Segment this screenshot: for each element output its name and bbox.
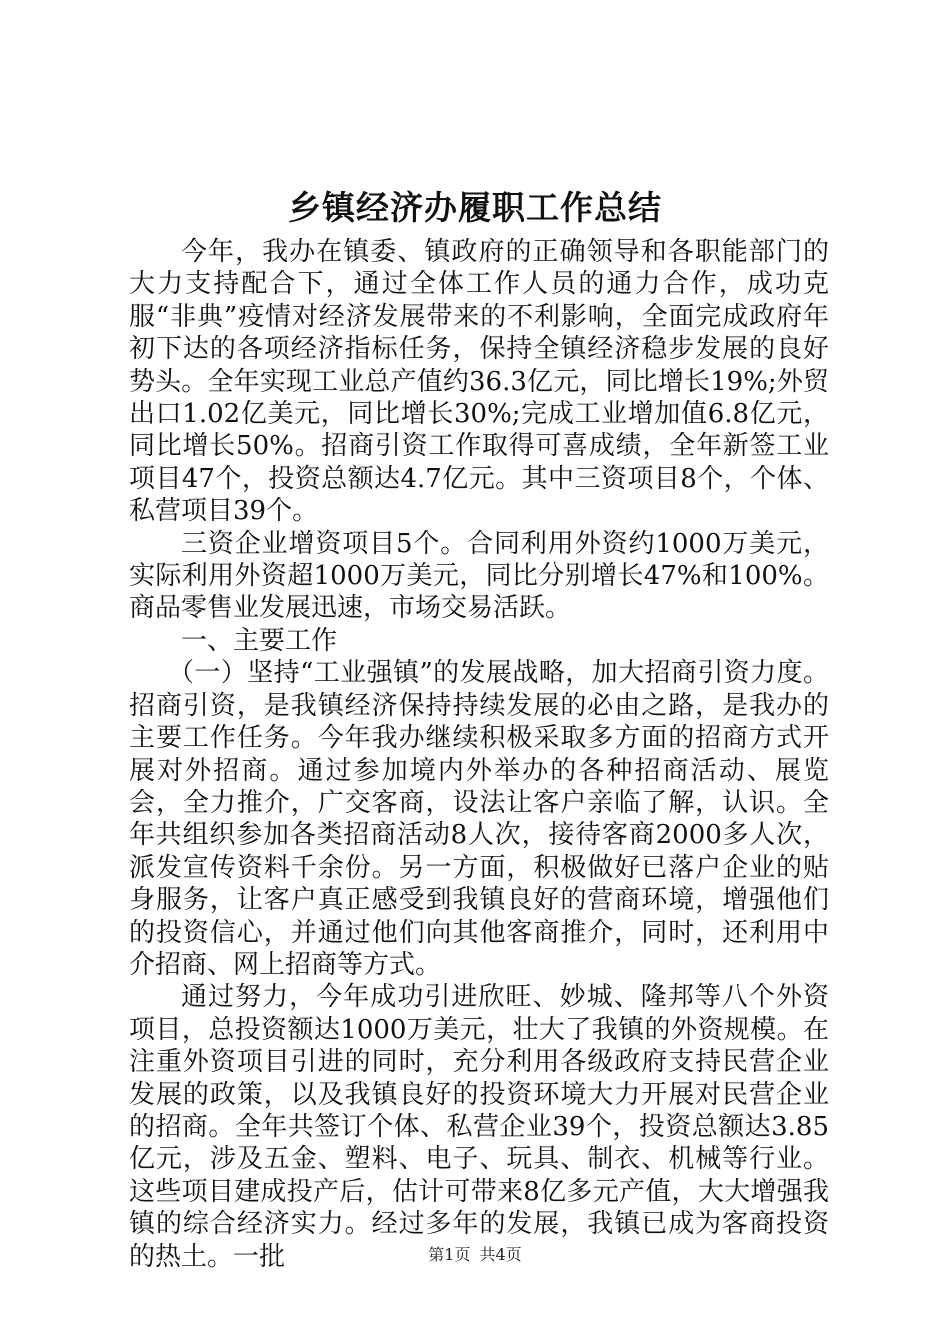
paragraph-industry-strategy: （一）坚持“工业强镇”的发展战略，加大招商引资力度。招商引资，是我镇经济保持持续发展的必由之路，是我办的主要工作任务。今年我办继续积极采取多方面的招商方式开展对外招商。通过参加境内外举办的各种招商活动、展览会，全力推介，广交客商，设法让客户亲临了解，认识。全年共组织参加各类招商活动8人次，接待客商2000多人次，派发宣传资料千余份。另一方面，积极做好已落户企业的贴身服务，让客户真正感受到我镇良好的营商环境，增强他们的投资信心，并通过他们向其他客商推介，同时，还利用中介招商、网上招商等方式。: [129, 658, 829, 980]
paragraph-results: 通过努力，今年成功引进欣旺、妙城、隆邦等八个外资项目，总投资额达1000万美元，壮大了我镇的外资规模。在注重外资项目引进的同时，充分利用各级政府支持民营企业发展的政策，以及我镇良好的投资环境大力开展对民营企业的招商。全年共签订个体、私营企业39个，投资总额达3.85亿元，涉及五金、塑料、电子、玩具、制衣、机械等行业。这些项目建成投产后，估计可带来8亿多元产值，大大增强我镇的综合经济实力。经过多年的发展，我镇已成为客商投资的热土。一批: [129, 982, 829, 1272]
document-body: [129, 236, 829, 1273]
paragraph-investment: 三资企业增资项目5个。合同利用外资约1000万美元，实际利用外资超1000万美元，同比分别增长47%和100%。商品零售业发展迅速，市场交易活跃。: [129, 528, 829, 624]
document-title: 乡镇经济办履职工作总结: [288, 188, 662, 227]
page-footer: [0, 1244, 950, 1266]
page-number-current: 第1页: [428, 1245, 471, 1264]
page-number-total: 共4页: [479, 1245, 522, 1264]
paragraph-intro: 今年，我办在镇委、镇政府的正确领导和各职能部门的大力支持配合下，通过全体工作人员的通力合作，成功克服“非典”疫情对经济发展带来的不利影响，全面完成政府年初下达的各项经济指标任务，保持全镇经济稳步发展的良好势头。全年实现工业总产值约36.3亿元，同比增长19%;外贸出口1.02亿美元，同比增长30%;完成工业增加值6.8亿元，同比增长50%。招商引资工作取得可喜成绩，全年新签工业项目47个，投资总额达4.7亿元。其中三资项目8个，个体、私营项目39个。: [129, 237, 829, 527]
section-heading-main-work: 一、主要工作: [181, 625, 338, 656]
